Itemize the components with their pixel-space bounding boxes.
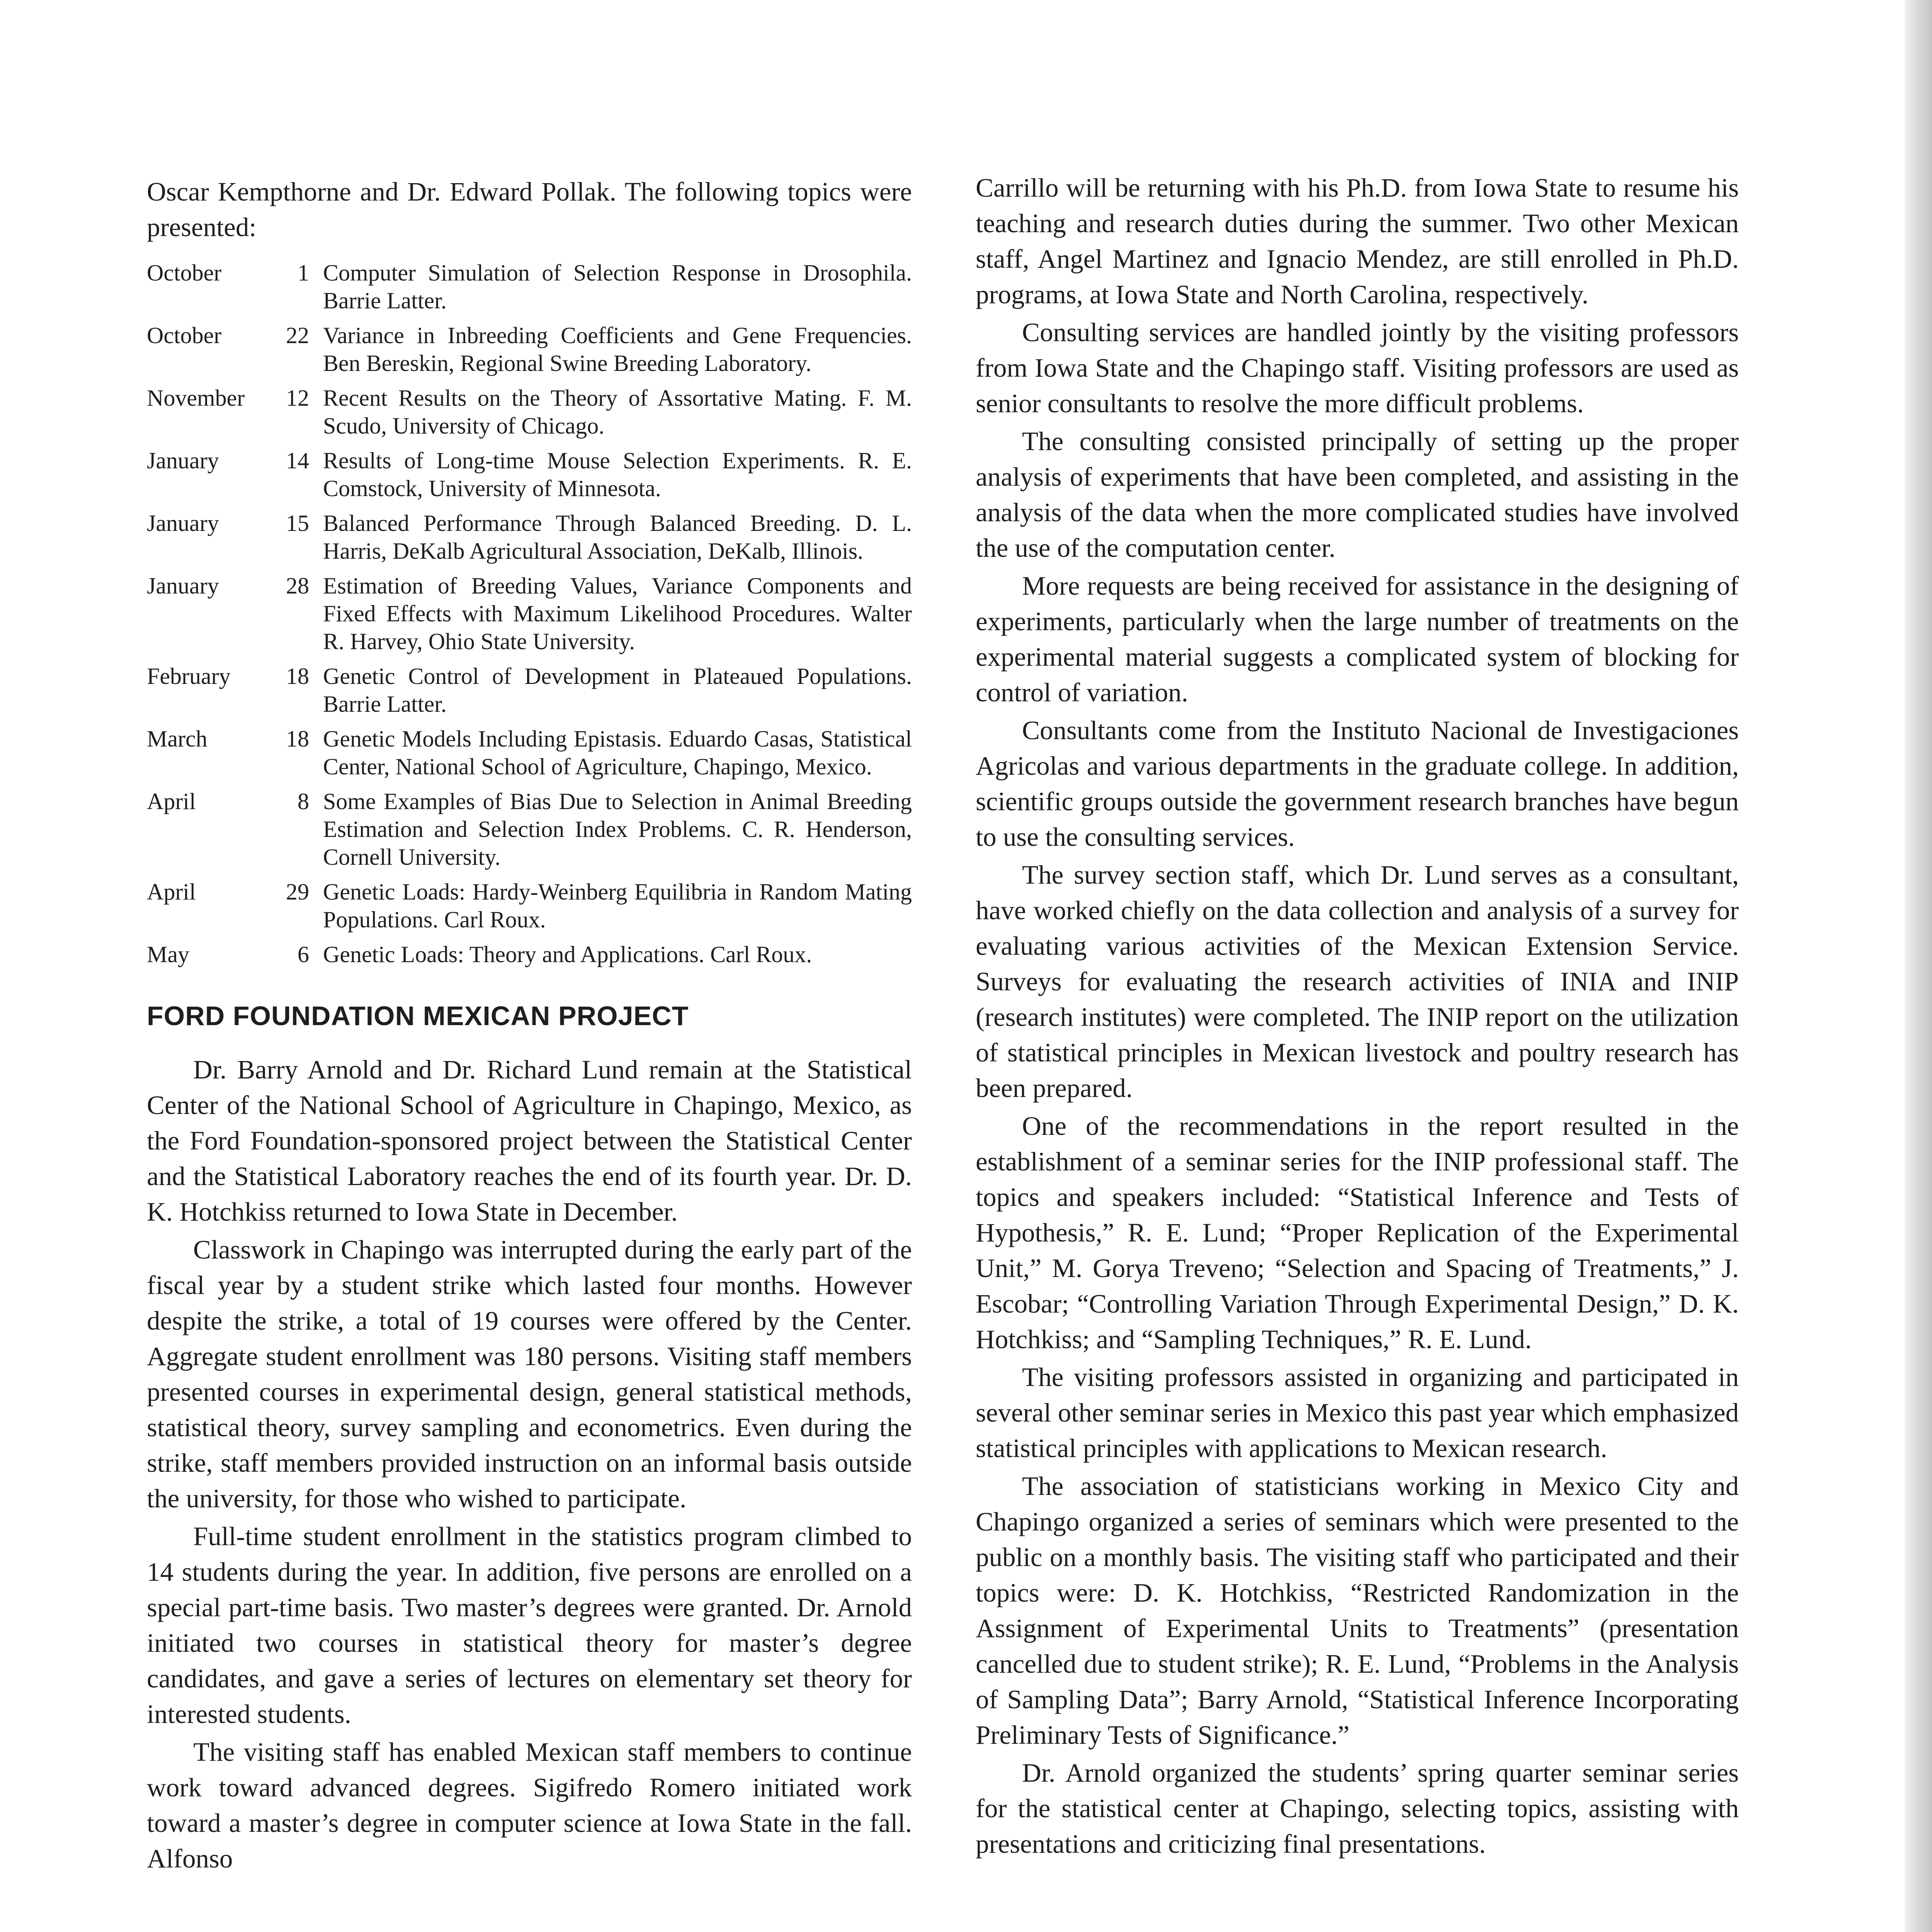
seminar-month: January — [147, 510, 219, 536]
seminar-topic: Variance in Inbreeding Coefficients and Gene Frequencies. Ben Bereskin, Regional Swine Breeding Laboratory. — [323, 323, 912, 376]
seminar-row — [147, 259, 912, 315]
seminar-day: 28 — [286, 573, 309, 599]
seminar-topic: Genetic Loads: Hardy-Weinberg Equilibria in Random Mating Populations. Carl Roux. — [323, 879, 912, 932]
body-paragraph: The visiting professors assisted in organizing and participated in several other seminar series in Mexico this past year which emphasized statistical principles with applications to Mexican research. — [976, 1362, 1739, 1463]
section-heading: FORD FOUNDATION MEXICAN PROJECT — [147, 1001, 689, 1031]
seminar-topic: Balanced Performance Through Balanced Breeding. D. L. Harris, DeKalb Agricultural Association, DeKalb, Illinois. — [323, 510, 912, 564]
seminar-month: November — [147, 385, 245, 411]
seminar-day: 15 — [286, 510, 309, 536]
seminar-schedule — [147, 259, 912, 968]
seminar-topic: Genetic Control of Development in Plateaued Populations. Barrie Latter. — [323, 663, 912, 717]
seminar-topic: Genetic Models Including Epistasis. Eduardo Casas, Statistical Center, National School of Agriculture, Chapingo, Mexico. — [323, 726, 912, 779]
intro-text: Oscar Kempthorne and Dr. Edward Pollak. The following topics were presented: — [147, 177, 912, 242]
seminar-topic: Some Examples of Bias Due to Selection in Animal Breeding Estimation and Selection Index Problems. C. R. Henderson, Cornell University. — [323, 789, 912, 870]
body-paragraph: One of the recommendations in the report resulted in the establishment of a seminar series for the INIP professional staff. The topics and speakers included: “Statistical Inference and Tests of Hypothesis,” R. E. Lund; “Proper Replication of the Experimental Unit,” M. Gorya Treveno; “Selection and Spacing of Treatments,” J. Escobar; “Controlling Variation Through Experimental Design,” D. K. Hotchkiss; and “Sampling Techniques,” R. E. Lund. — [976, 1111, 1739, 1354]
seminar-day: 29 — [286, 879, 309, 905]
seminar-topic: Estimation of Breeding Values, Variance Components and Fixed Effects with Maximum Likelihood Procedures. Walter R. Harvey, Ohio State University. — [323, 573, 912, 654]
seminar-row — [147, 509, 912, 565]
body-paragraph: Consulting services are handled jointly by the visiting professors from Iowa State and the Chapingo staff. Visiting professors are used as senior consultants to resolve the more difficult problems. — [976, 318, 1739, 418]
right-column — [976, 170, 1739, 1862]
seminar-month: January — [147, 448, 219, 473]
seminar-topic: Results of Long-time Mouse Selection Experiments. R. E. Comstock, University of Minnesota. — [323, 448, 912, 501]
seminar-day: 18 — [286, 663, 309, 689]
seminar-row — [147, 725, 912, 781]
body-paragraph: Full-time student enrollment in the statistics program climbed to 14 students during the year. In addition, five persons are enrolled on a special part-time basis. Two master’s degrees were granted. Dr. Arnold initiated two courses in statistical theory for master’s degree candidates, and gave a series of lectures on elementary set theory for interested students. — [147, 1522, 912, 1729]
seminar-day: 1 — [298, 260, 309, 286]
seminar-month: October — [147, 323, 222, 348]
seminar-month: April — [147, 789, 196, 814]
body-paragraph: Carrillo will be returning with his Ph.D. from Iowa State to resume his teaching and research duties during the summer. Two other Mexican staff, Angel Martinez and Ignacio Mendez, are still enrolled in Ph.D. programs, at Iowa State and North Carolina, respectively. — [976, 173, 1739, 309]
body-paragraph: Consultants come from the Instituto Nacional de Investigaciones Agricolas and various departments in the graduate college. In addition, scientific groups outside the government research branches have begun to use the consulting services. — [976, 716, 1739, 852]
body-paragraph: Dr. Arnold organized the students’ spring quarter seminar series for the statistical center at Chapingo, selecting topics, assisting with presentations and criticizing final presentations. — [976, 1758, 1739, 1859]
seminar-day: 8 — [298, 789, 309, 814]
seminar-month: March — [147, 726, 207, 752]
body-paragraph: The consulting consisted principally of setting up the proper analysis of experiments that have been completed, and assisting in the analysis of the data when the more complicated studies have involved the use of the computation center. — [976, 427, 1739, 563]
seminar-row — [147, 384, 912, 440]
seminar-row — [147, 662, 912, 718]
seminar-month: May — [147, 942, 189, 967]
seminar-row — [147, 787, 912, 871]
seminar-topic: Genetic Loads: Theory and Applications. Carl Roux. — [323, 942, 812, 967]
body-paragraph: The survey section staff, which Dr. Lund serves as a consultant, have worked chiefly on the data collection and analysis of a survey for evaluating various activities of the Mexican Extension Service. Surveys for evaluating the research activities of INIA and INIP (research institutes) were completed. The INIP report on the utilization of statistical principles in Mexican livestock and poultry research has been prepared. — [976, 860, 1739, 1103]
seminar-day: 22 — [286, 323, 309, 348]
body-paragraph: More requests are being received for assistance in the designing of experiments, particularly when the large number of treatments on the experimental material suggests a complicated system of blocking for control of variation. — [976, 571, 1739, 707]
seminar-topic: Computer Simulation of Selection Response in Drosophila. Barrie Latter. — [323, 260, 912, 313]
seminar-month: February — [147, 663, 231, 689]
seminar-row — [147, 447, 912, 502]
seminar-day: 12 — [286, 385, 309, 411]
seminar-row — [147, 572, 912, 655]
seminar-row — [147, 940, 912, 968]
seminar-month: October — [147, 260, 222, 286]
seminar-row — [147, 321, 912, 377]
body-paragraph: The association of statisticians working in Mexico City and Chapingo organized a series of seminars which were presented to the public on a monthly basis. The visiting staff who participated and their topics were: D. K. Hotchkiss, “Restricted Randomization in the Assignment of Experimental Units to Treatments” (presentation cancelled due to student strike); R. E. Lund, “Problems in the Analysis of Sampling Data”; Barry Arnold, “Statistical Inference Incorporating Preliminary Tests of Significance.” — [976, 1471, 1739, 1750]
seminar-month: January — [147, 573, 219, 599]
seminar-month: April — [147, 879, 196, 905]
scan-edge-right — [1905, 0, 1932, 1932]
seminar-topic: Recent Results on the Theory of Assortative Mating. F. M. Scudo, University of Chicago. — [323, 385, 912, 439]
body-paragraph: Dr. Barry Arnold and Dr. Richard Lund remain at the Statistical Center of the National School of Agriculture in Chapingo, Mexico, as the Ford Foundation-sponsored project between the Statistical Center and the Statistical Laboratory reaches the end of its fourth year. Dr. D. K. Hotchkiss returned to Iowa State in December. — [147, 1055, 912, 1226]
body-paragraph: The visiting staff has enabled Mexican staff members to continue work toward advanced degrees. Sigifredo Romero initiated work toward a master’s degree in computer science at Iowa State in the fall. Alfonso — [147, 1737, 912, 1873]
seminar-day: 6 — [298, 942, 309, 967]
seminar-row — [147, 878, 912, 934]
seminar-day: 14 — [286, 448, 309, 473]
seminar-day: 18 — [286, 726, 309, 752]
left-column — [147, 174, 912, 1876]
body-paragraph: Classwork in Chapingo was interrupted during the early part of the fiscal year by a student strike which lasted four months. However despite the strike, a total of 19 courses were offered by the Center. Aggregate student enrollment was 180 persons. Visiting staff members presented courses in experimental design, general statistical methods, statistical theory, survey sampling and econometrics. Even during the strike, staff members provided instruction on an informal basis outside the university, for those who wished to participate. — [147, 1235, 912, 1513]
